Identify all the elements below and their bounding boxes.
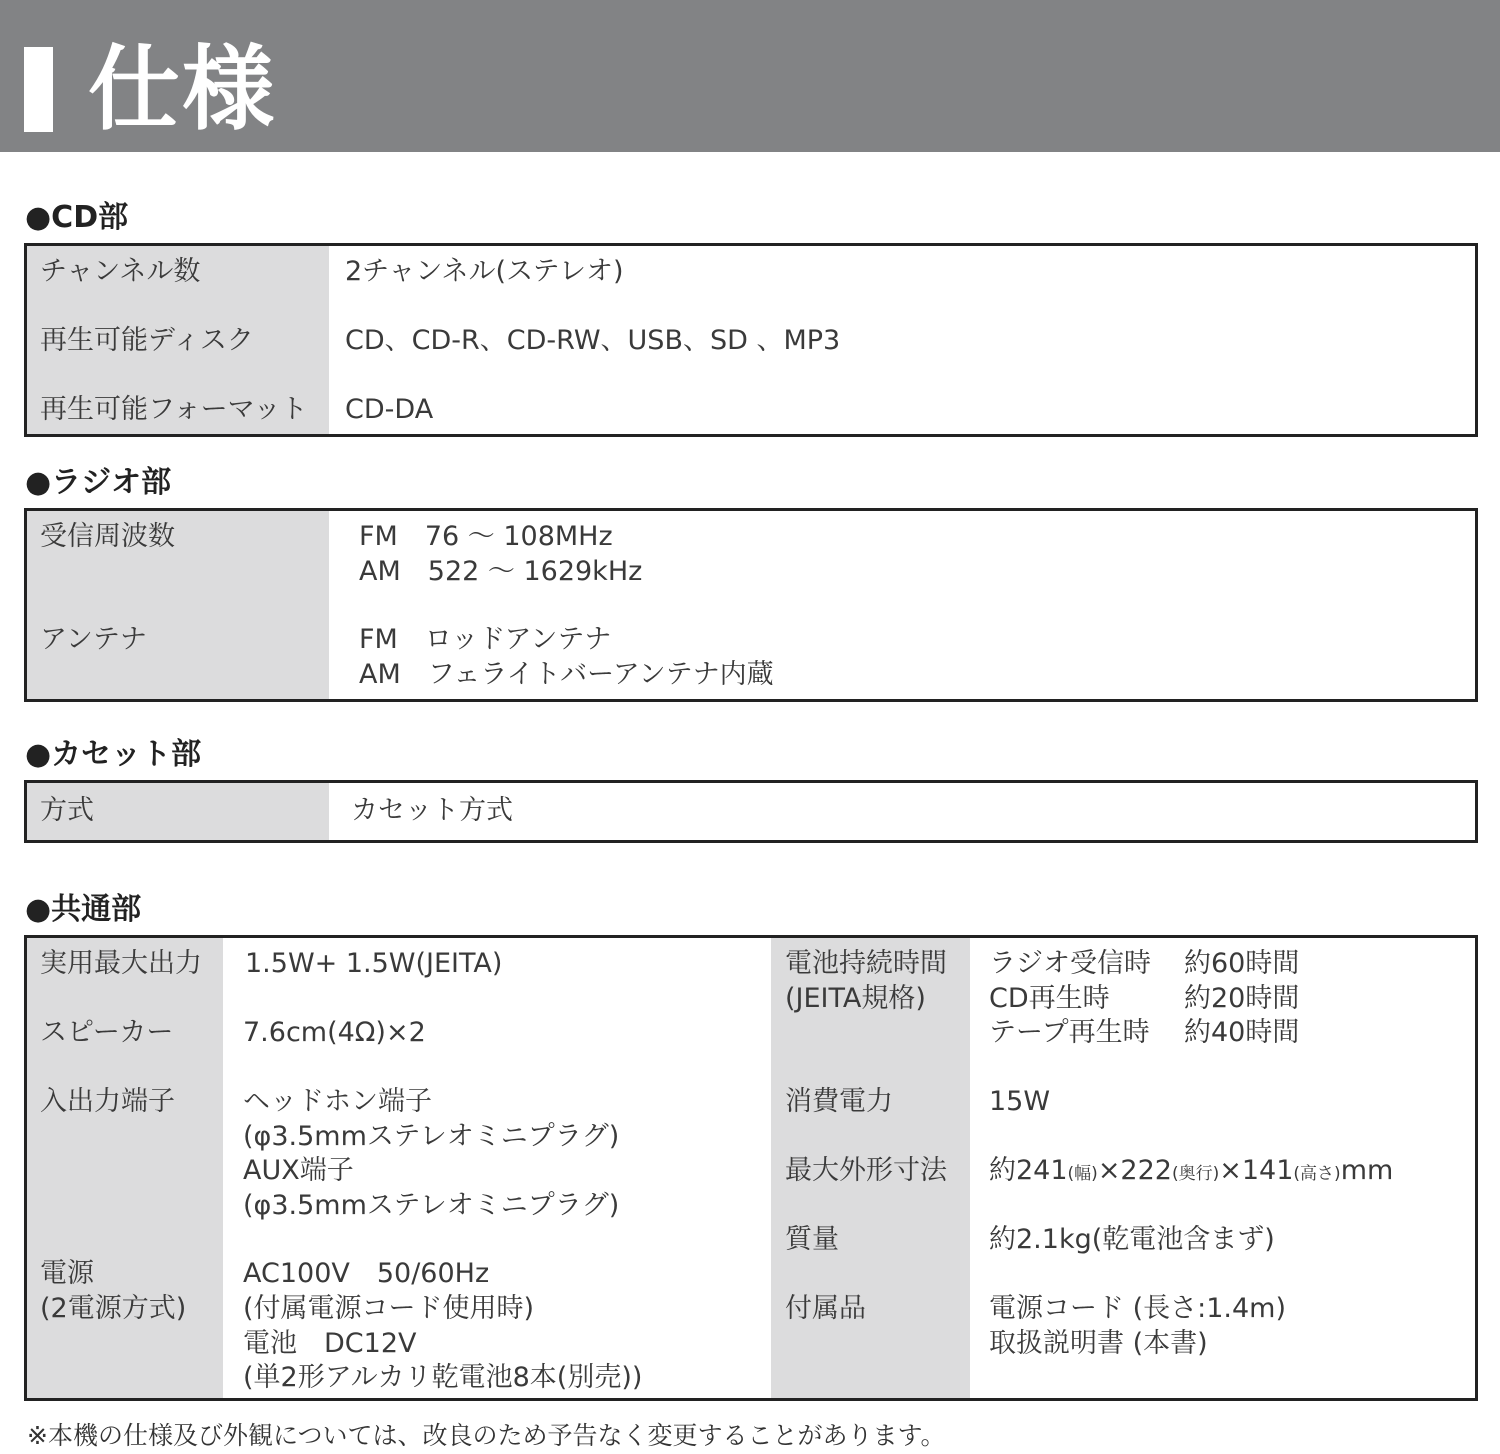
cassette-spec-table <box>24 780 1478 843</box>
spec-label: 電源 <box>40 1258 94 1289</box>
spec-value: CD-DA <box>345 394 434 425</box>
battery-time: 約20時間 <box>1184 983 1300 1014</box>
spec-label: 付属品 <box>785 1293 866 1324</box>
cassette-section-title: ●カセット部 <box>25 737 202 772</box>
header-accent-bar <box>24 47 53 132</box>
footnote: ※本機の仕様及び外観については、改良のため予告なく変更することがあります。 <box>27 1421 946 1450</box>
spec-value: (φ3.5mmステレオミニプラグ) <box>243 1190 620 1221</box>
spec-value: カセット方式 <box>351 795 513 826</box>
common-spec-table <box>24 935 1478 1401</box>
spec-value: CD、CD-R、CD-RW、USB、SD 、MP3 <box>345 325 841 356</box>
battery-mode: テープ再生時 <box>989 1017 1150 1048</box>
spec-label: 再生可能ディスク <box>40 325 254 356</box>
spec-label: (2電源方式) <box>40 1293 187 1324</box>
spec-label: 入出力端子 <box>40 1086 175 1117</box>
spec-value: (付属電源コード使用時) <box>243 1293 535 1324</box>
dimensions-value <box>989 1153 1393 1192</box>
spec-value: FM 76 ～ 108MHz <box>359 521 613 552</box>
spec-value: FM ロッドアンテナ <box>359 624 612 655</box>
spec-value: 7.6cm(4Ω)×2 <box>243 1017 426 1048</box>
dim-width-unit: (幅) <box>1067 1164 1098 1184</box>
dim-suffix: mm <box>1340 1155 1394 1186</box>
battery-time: 約40時間 <box>1184 1017 1300 1048</box>
common-section-title: ●共通部 <box>25 892 142 927</box>
dim-prefix: 約241 <box>989 1155 1068 1186</box>
spec-label: (JEITA規格) <box>785 983 926 1014</box>
battery-time: 約60時間 <box>1184 948 1300 979</box>
spec-value: 約2.1kg(乾電池含まず) <box>989 1224 1275 1255</box>
radio-section-title: ●ラジオ部 <box>25 465 172 500</box>
radio-spec-table <box>24 508 1478 702</box>
spec-label: スピーカー <box>40 1017 174 1048</box>
spec-label: 電池持続時間 <box>785 948 947 979</box>
spec-label: 消費電力 <box>785 1086 893 1117</box>
spec-value: (単2形アルカリ乾電池8本(別売)) <box>243 1362 643 1393</box>
battery-mode: ラジオ受信時 <box>989 948 1151 979</box>
spec-label: チャンネル数 <box>40 256 201 287</box>
spec-label: 実用最大出力 <box>40 948 202 979</box>
spec-label: 受信周波数 <box>40 521 175 552</box>
spec-label: アンテナ <box>40 624 147 655</box>
spec-value: 取扱説明書 (本書) <box>989 1328 1208 1359</box>
cd-spec-table <box>24 243 1478 437</box>
dim-x2: ×141 <box>1219 1155 1294 1186</box>
spec-label: 質量 <box>785 1224 839 1255</box>
dim-height-unit: (高さ) <box>1293 1164 1341 1184</box>
spec-value: AUX端子 <box>243 1155 354 1186</box>
spec-value: 電池 DC12V <box>243 1328 417 1359</box>
spec-value: AC100V 50/60Hz <box>243 1258 490 1289</box>
cd-section-title: ●CD部 <box>25 200 129 235</box>
spec-value: 2チャンネル(ステレオ) <box>345 256 624 287</box>
battery-mode: CD再生時 <box>989 983 1110 1014</box>
spec-value: ヘッドホン端子 <box>243 1086 432 1117</box>
spec-value: 電源コード (長さ:1.4m) <box>989 1293 1286 1324</box>
spec-value: AM 522 ～ 1629kHz <box>359 556 643 587</box>
label-column-left <box>27 938 223 1398</box>
dim-x1: ×222 <box>1097 1155 1172 1186</box>
spec-value: 15W <box>989 1086 1051 1117</box>
spec-label: 最大外形寸法 <box>785 1155 947 1186</box>
page-title: 仕様 <box>88 36 277 143</box>
spec-label: 方式 <box>40 795 94 826</box>
spec-value: 1.5W+ 1.5W(JEITA) <box>245 948 503 979</box>
spec-value: (φ3.5mmステレオミニプラグ) <box>243 1121 620 1152</box>
dim-depth-unit: (奥行) <box>1171 1164 1220 1184</box>
spec-value: AM フェライトバーアンテナ内蔵 <box>359 659 774 690</box>
spec-label: 再生可能フォーマット <box>40 394 308 425</box>
page-header <box>0 0 1500 152</box>
